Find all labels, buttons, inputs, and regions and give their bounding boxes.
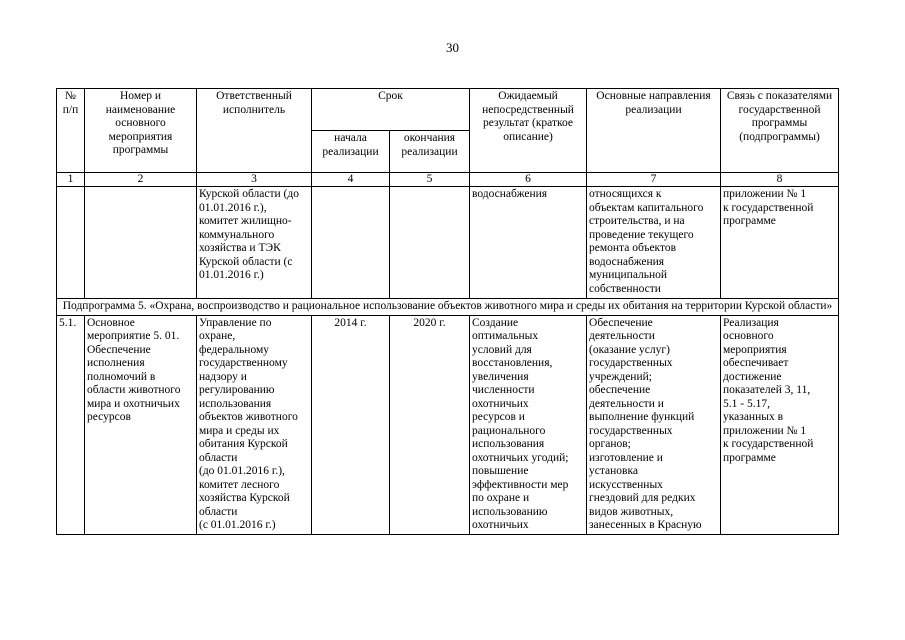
cell-executor: Курской области (до 01.01.2016 г.), комитет жилищно- коммунального хозяйства и ТЭК Курской области (с 01.01.2016 г.)	[197, 187, 312, 299]
subprogram-title: Подпрограмма 5. «Охрана, воспроизводство и рациональное использование объектов животного мира и среды их обитания на территории Курской области»	[57, 299, 839, 316]
cell-expected-result: Создание оптимальных условий для восстановления, увеличения численности охотничьих ресурсов и рационального использования охотничьих угодий; повышение эффективности мер по охране и использованию охотничьих	[470, 315, 587, 534]
table-row-5-1	[57, 315, 839, 534]
column-number: 1	[57, 173, 85, 187]
header-term-start: начала реализации	[312, 131, 390, 173]
cell-number	[57, 187, 85, 299]
column-numbers-row	[57, 173, 839, 187]
column-number: 6	[470, 173, 587, 187]
cell-term-end: 2020 г.	[390, 315, 470, 534]
cell-executor: Управление по охране, федеральному государственному надзору и регулированию использования объектов животного мира и среды их обитания Курской области (до 01.01.2016 г.), комитет лесного хозяйства Курской области (с 01.01.2016 г.)	[197, 315, 312, 534]
cell-activity: Основное мероприятие 5. 01. Обеспечение исполнения полномочий в области животного мира и охотничьих ресурсов	[85, 315, 197, 534]
header-activity: Номер и наименование основного мероприятия программы	[85, 89, 197, 173]
program-table	[56, 88, 839, 535]
cell-expected-result: водоснабжения	[470, 187, 587, 299]
column-number: 4	[312, 173, 390, 187]
header-indicators-link: Связь с показателями государственной программы (подпрограммы)	[721, 89, 839, 173]
cell-term-start	[312, 187, 390, 299]
header-expected-result: Ожидаемый непосредственный результат (краткое описание)	[470, 89, 587, 173]
cell-indicators-link: Реализация основного мероприятия обеспечивает достижение показателей 3, 11, 5.1 - 5.17, указанных в приложении № 1 к государственной программе	[721, 315, 839, 534]
cell-directions: относящихся к объектам капитального строительства, и на проведение текущего ремонта объектов водоснабжения муниципальной собственности	[587, 187, 721, 299]
column-number: 5	[390, 173, 470, 187]
cell-number: 5.1.	[57, 315, 85, 534]
column-number: 2	[85, 173, 197, 187]
column-number: 3	[197, 173, 312, 187]
subprogram-row	[57, 299, 839, 316]
cell-activity	[85, 187, 197, 299]
header-term: Срок	[312, 89, 470, 131]
cell-term-end	[390, 187, 470, 299]
page-number: 30	[446, 40, 459, 55]
header-executor: Ответственный исполнитель	[197, 89, 312, 173]
cell-indicators-link: приложении № 1 к государственной программе	[721, 187, 839, 299]
table-row-continuation	[57, 187, 839, 299]
header-term-end: окончания реализации	[390, 131, 470, 173]
table-header-row	[57, 89, 839, 131]
header-number: № п/п	[57, 89, 85, 173]
column-number: 8	[721, 173, 839, 187]
column-number: 7	[587, 173, 721, 187]
cell-directions: Обеспечение деятельности (оказание услуг) государственных учреждений; обеспечение деятельности и выполнение функций государственных органов; изготовление и установка искусственных гнездовий для редких видов животных, занесенных в Красную	[587, 315, 721, 534]
header-directions: Основные направления реализации	[587, 89, 721, 173]
cell-term-start: 2014 г.	[312, 315, 390, 534]
